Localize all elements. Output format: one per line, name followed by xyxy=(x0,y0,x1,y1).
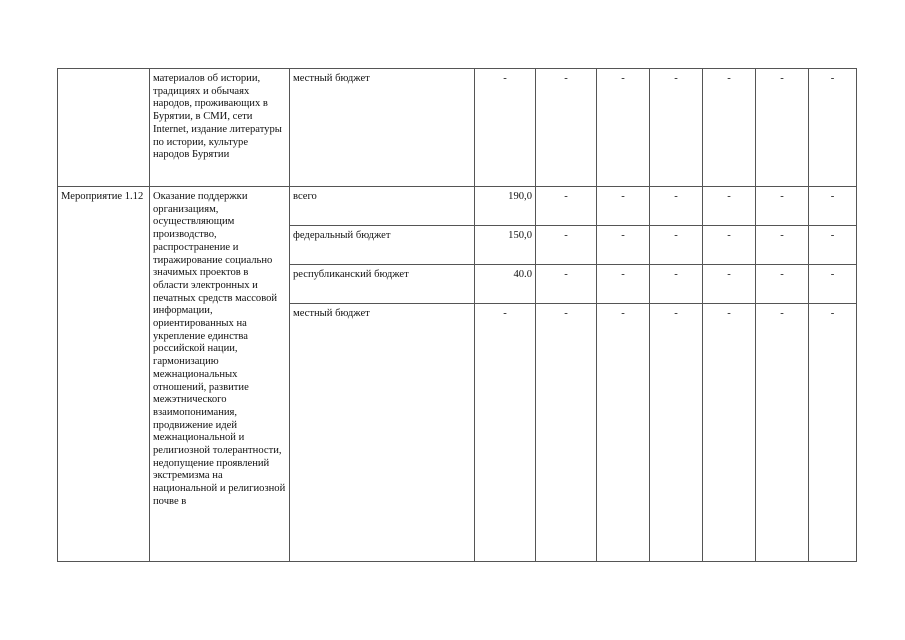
value-cell: - xyxy=(703,187,756,226)
value-cell: - xyxy=(809,69,857,187)
value-cell: - xyxy=(650,265,703,304)
table-row xyxy=(58,187,857,226)
value-cell: - xyxy=(756,265,809,304)
value-cell: - xyxy=(809,304,857,562)
value-cell: - xyxy=(475,304,536,562)
value-cell: - xyxy=(703,69,756,187)
value-cell: 40.0 xyxy=(475,265,536,304)
value-cell: - xyxy=(536,304,597,562)
value-cell: - xyxy=(597,187,650,226)
funding-source-cell: всего xyxy=(290,187,475,226)
value-cell: 190,0 xyxy=(475,187,536,226)
value-cell: - xyxy=(650,304,703,562)
value-cell: - xyxy=(809,226,857,265)
value-cell: - xyxy=(597,304,650,562)
funding-source-cell: местный бюджет xyxy=(290,69,475,187)
value-cell: - xyxy=(597,265,650,304)
value-cell: - xyxy=(756,69,809,187)
value-cell: - xyxy=(536,69,597,187)
funding-source-cell: республиканский бюджет xyxy=(290,265,475,304)
event-description-cell: Оказание поддержки организациям, осуществляющим производство, распространение и тиражирование социально значимых проектов в области электронных и печатных средств массовой информации, ориентированных на укрепление единства российской нации, гармонизацию межнациональных отношений, развитие межэтнического взаимопонимания, продвижение идей межнациональной и религиозной толерантности, недопущение проявлений экстремизма на национальной и религиозной почве в xyxy=(150,187,290,562)
value-cell: - xyxy=(650,226,703,265)
value-cell: - xyxy=(536,226,597,265)
value-cell: - xyxy=(536,265,597,304)
value-cell: - xyxy=(756,226,809,265)
value-cell: - xyxy=(650,69,703,187)
funding-source-cell: федеральный бюджет xyxy=(290,226,475,265)
value-cell: - xyxy=(703,265,756,304)
value-cell: - xyxy=(475,69,536,187)
event-label-cell: Мероприятие 1.12 xyxy=(58,187,150,562)
funding-source-cell: местный бюджет xyxy=(290,304,475,562)
budget-table xyxy=(57,68,857,562)
value-cell: - xyxy=(703,304,756,562)
value-cell: - xyxy=(650,187,703,226)
value-cell: - xyxy=(809,187,857,226)
event-description-cell: материалов об истории, традициях и обычаях народов, проживающих в Бурятии, в СМИ, сети Internet, издание литературы по истории, культуре народов Бурятии xyxy=(150,69,290,187)
value-cell: - xyxy=(756,304,809,562)
value-cell: - xyxy=(597,226,650,265)
value-cell: - xyxy=(597,69,650,187)
value-cell: - xyxy=(809,265,857,304)
value-cell: - xyxy=(756,187,809,226)
value-cell: - xyxy=(703,226,756,265)
event-label-cell xyxy=(58,69,150,187)
value-cell: 150,0 xyxy=(475,226,536,265)
table-row xyxy=(58,69,857,187)
value-cell: - xyxy=(536,187,597,226)
